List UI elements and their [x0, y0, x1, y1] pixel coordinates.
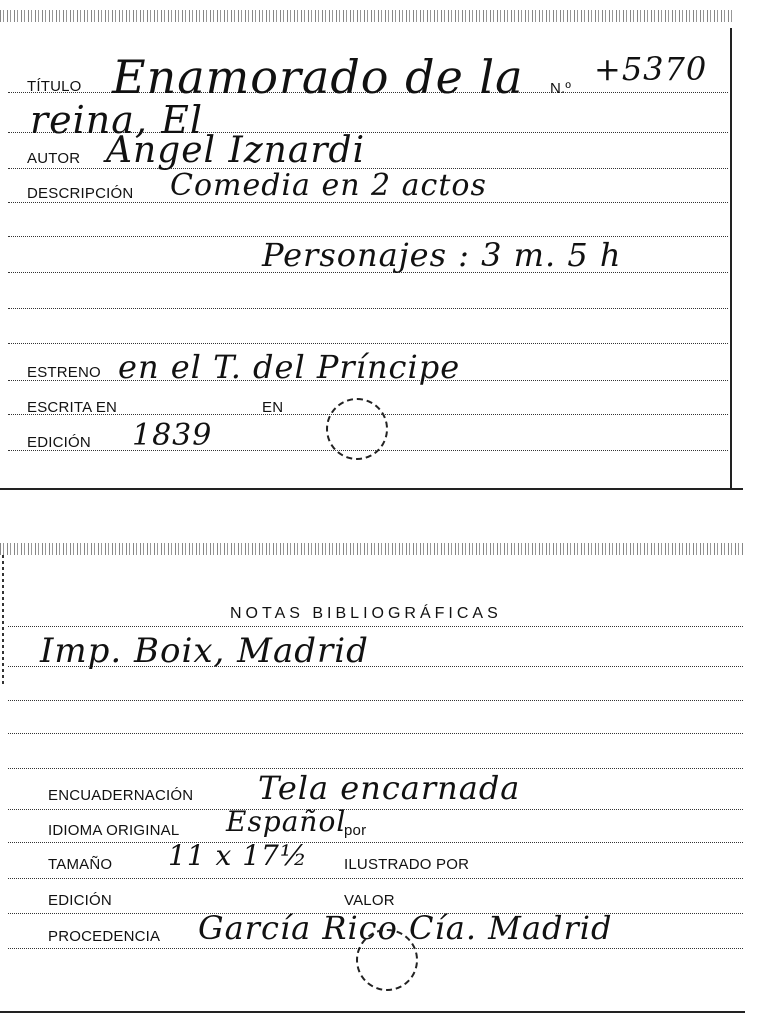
ruled-line: [8, 308, 728, 309]
card-left-edge: [2, 555, 4, 685]
notas-heading: NOTAS BIBLIOGRÁFICAS: [230, 605, 502, 622]
valor-label: VALOR: [344, 892, 395, 909]
edicion-label: EDICIÓN: [27, 434, 91, 451]
ruled-line: [8, 343, 728, 344]
tamano-label: TAMAÑO: [48, 856, 113, 873]
ruled-line: [8, 809, 743, 810]
card-top-edge: [0, 543, 745, 555]
tamano-value: 11 x 17½: [168, 839, 308, 872]
estreno-label: ESTRENO: [27, 364, 101, 381]
idioma-value: Español: [226, 805, 347, 838]
procedencia-label: PROCEDENCIA: [48, 928, 161, 945]
autor-label: AUTOR: [27, 150, 81, 167]
titulo-value: Enamorado de la: [112, 50, 524, 104]
ruled-line: [8, 842, 743, 843]
escrita-en-label: ESCRITA EN: [27, 399, 118, 416]
descripcion-value: Comedia en 2 actos: [170, 168, 487, 203]
en-label: EN: [262, 399, 284, 416]
card-bottom-rule: [0, 488, 743, 490]
ruled-line: [8, 626, 743, 627]
por-label: por: [344, 822, 367, 839]
encuadernacion-value: Tela encarnada: [258, 769, 521, 807]
catalog-card-back: [0, 543, 745, 1013]
edicion-label: EDICIÓN: [48, 892, 112, 909]
ruled-line: [8, 878, 743, 879]
card-bottom-rule: [0, 1011, 745, 1013]
personajes-value: Personajes : 3 m. 5 h: [262, 236, 622, 274]
idioma-label: IDIOMA ORIGINAL: [48, 822, 180, 839]
numero-value: +5370: [594, 50, 708, 88]
descripcion-label: DESCRIPCIÓN: [27, 185, 134, 202]
titulo-continuation: reina, El: [30, 98, 203, 142]
library-stamp: [356, 929, 418, 991]
ruled-line: [8, 733, 743, 734]
catalog-card-front: [0, 10, 735, 490]
titulo-label: TÍTULO: [27, 78, 82, 95]
library-stamp: [326, 398, 388, 460]
ruled-line: [8, 700, 743, 701]
notas-value: Imp. Boix, Madrid: [40, 631, 369, 671]
autor-value: Angel Iznardi: [106, 130, 366, 171]
procedencia-value: García Rico Cía. Madrid: [198, 909, 613, 947]
edicion-value: 1839: [132, 418, 213, 453]
card-right-edge: [730, 28, 732, 488]
numero-label: N.º: [550, 80, 572, 97]
estreno-value: en el T. del Príncipe: [118, 348, 461, 386]
encuadernacion-label: ENCUADERNACIÓN: [48, 787, 194, 804]
card-top-edge: [0, 10, 735, 22]
ilustrado-label: ILUSTRADO POR: [344, 856, 470, 873]
